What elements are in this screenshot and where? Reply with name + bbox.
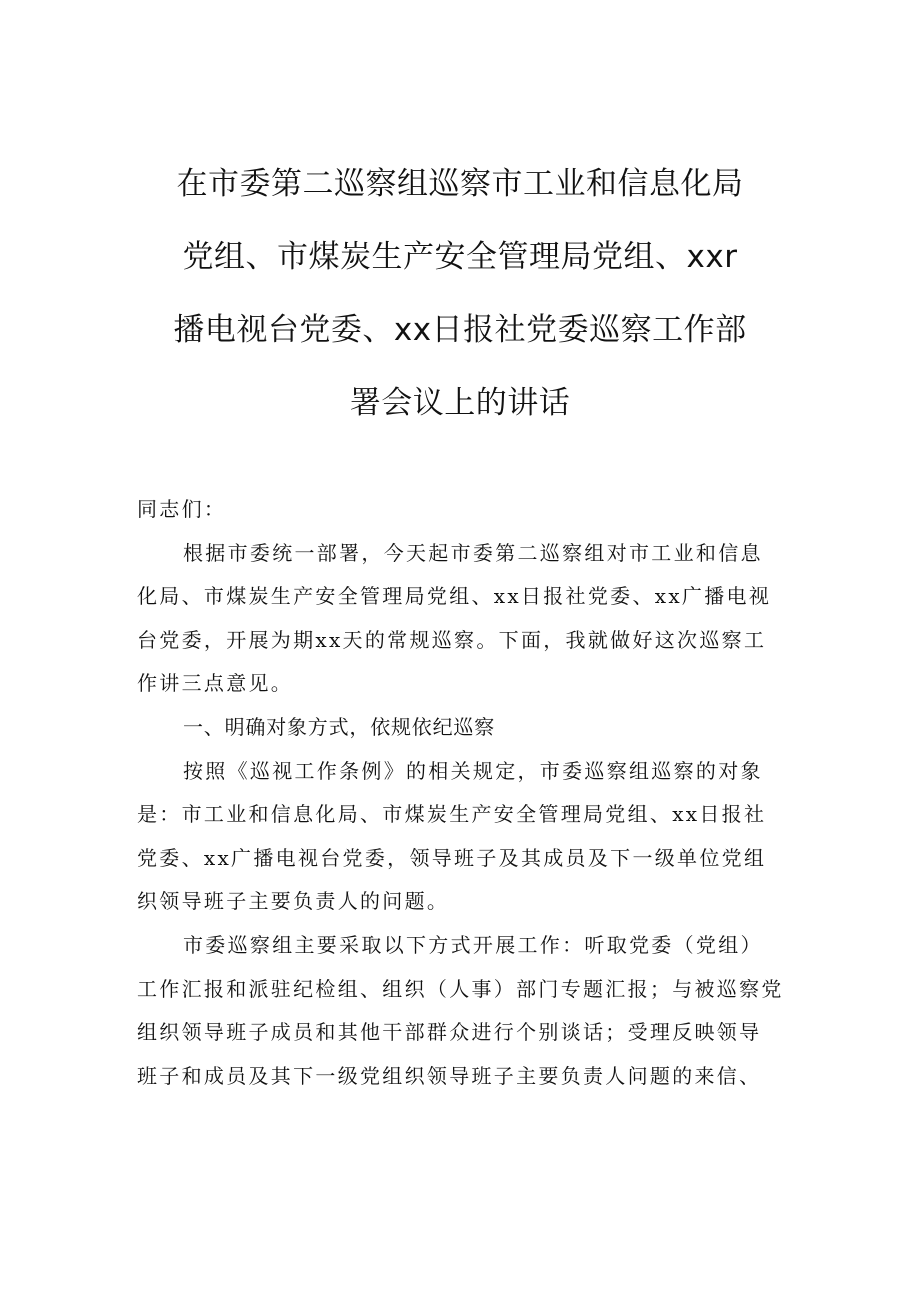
paragraph-3 (137, 924, 789, 1098)
paragraph-line: 组织领导班子成员和其他干部群众进行个别谈话；受理反映领导 (137, 1020, 762, 1045)
document-title (130, 148, 790, 440)
paragraph-line: 工作汇报和派驻纪检组、组织（人事）部门专题汇报；与被巡察党 (137, 976, 784, 1001)
paragraph-line: 作讲三点意见。 (137, 671, 294, 696)
paragraph-line: 化局、市煤炭生产安全管理局党组、xx日报社党委、xx广播电视 (137, 584, 772, 609)
paragraph-2 (137, 750, 789, 924)
paragraph-line: 班子和成员及其下一级党组织领导班子主要负责人问题的来信、 (137, 1063, 762, 1088)
paragraph-line: 市委巡察组主要采取以下方式开展工作：听取党委（党组） (183, 932, 763, 957)
paragraph-line: 根据市委统一部署，今天起市委第二巡察组对市工业和信息 (183, 540, 763, 565)
paragraph-line: 台党委，开展为期xx天的常规巡察。下面，我就做好这次巡察工 (137, 627, 767, 652)
paragraph-line: 按照《巡视工作条例》的相关规定，市委巡察组巡察的对象 (183, 758, 763, 783)
title-line: 署会议上的讲话 (349, 385, 571, 421)
paragraph-line: 党委、xx广播电视台党委，领导班子及其成员及下一级单位党组 (137, 845, 767, 870)
paragraph-line: 织领导班子主要负责人的问题。 (137, 889, 450, 914)
title-line: 在市委第二巡察组巡察市工业和信息化局 (176, 166, 744, 202)
document-body (137, 488, 789, 1098)
greeting: 同志们： (137, 497, 227, 521)
paragraph-line: 是：市工业和信息化局、市煤炭生产安全管理局党组、xx日报社 (137, 802, 767, 827)
title-line: 党组、市煤炭生产安全管理局党组、xxr (182, 239, 738, 275)
paragraph-1 (137, 532, 789, 706)
title-line: 播电视台党委、xx日报社党委巡察工作部 (173, 312, 747, 348)
section-heading-1: 一、明确对象方式，依规依纪巡察 (183, 714, 495, 739)
